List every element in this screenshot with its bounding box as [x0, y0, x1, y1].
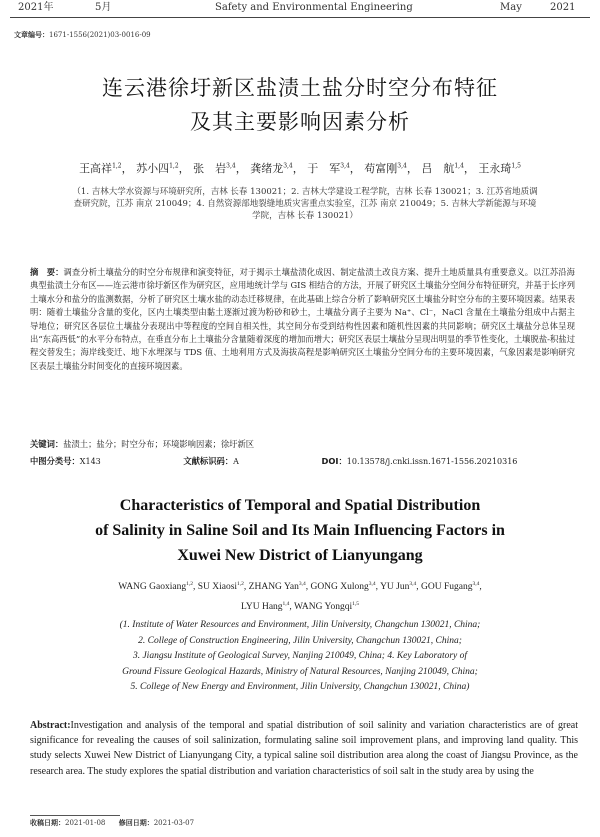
article-id-label: 文章编号： — [14, 30, 49, 39]
received-date: 2021-01-08 — [65, 819, 106, 827]
header-year-en: 2021 — [550, 2, 576, 13]
en-title-line1: Characteristics of Temporal and Spatial Distribution — [119, 497, 481, 514]
en-aff-line: Ground Fissure Geological Hazards, Ministry of Natural Resources, Nanjing 210049, China; — [122, 666, 478, 677]
footnote-rule — [30, 815, 120, 816]
cn-abstract-label: 摘 要： — [30, 267, 64, 277]
cn-title-line1: 连云港徐圩新区盐渍土盐分时空分布特征 — [102, 76, 498, 100]
revised-date: 2021-03-07 — [153, 819, 195, 827]
cn-authors — [0, 160, 600, 176]
cn-author: 苏小四$^{1,2}$， — [136, 162, 190, 175]
en-author: LYU Hang$^{1,4}$, — [241, 601, 295, 613]
cn-classification — [30, 455, 597, 467]
cn-author: 龚绪龙$^{3,4}$， — [250, 162, 304, 175]
en-aff-line: 5. College of New Energy and Environment, Jilin University, Changchun 130021, China) — [130, 682, 470, 692]
article-id — [14, 30, 151, 40]
en-title-line2: of Salinity in Saline Soil and Its Main Influencing Factors in — [95, 522, 505, 539]
en-abstract-text: Investigation and analysis of the temporal and spatial distribution of soil salinity and variation characteristics are of great significance for revealing the causes of soil salinization, formulating saline soil improvement plans, and improving land quality. This study selects Xuwei New District of Lianyungang City, a typical saline soil distribution area along the coast of Jiangsu Province, as the research area. The study explores the spatial distribution and variation characteristics of soil salt in the study area by using the — [30, 720, 578, 777]
cn-abstract — [30, 266, 575, 373]
cn-author: 吕 航$^{1,4}$， — [421, 162, 475, 175]
cn-title-line2: 及其主要影响因素分析 — [190, 110, 410, 134]
header-year: 2021年 — [18, 2, 54, 13]
en-authors-line2 — [20, 597, 580, 614]
doi: DOI：10.13578/j.cnki.issn.1671-1556.20210316 — [321, 456, 518, 466]
en-aff-line: 3. Jiangsu Institute of Geological Survey, Nanjing 210049, China; 4. Key Laboratory of — [132, 651, 468, 661]
header-rule — [10, 17, 590, 18]
en-author: GOU Fugang$^{3,4}$, — [420, 581, 482, 593]
footnote-dates — [30, 818, 194, 828]
article-id-value: 1671-1556(2021)03-0016-09 — [49, 31, 151, 39]
cn-keywords-text: 盐渍土；盐分；时空分布；环境影响因素；徐圩新区 — [63, 439, 255, 449]
revised-label: 修回日期： — [118, 818, 154, 827]
cn-author: 张 岩$^{3,4}$， — [193, 162, 247, 175]
header-month-en: May — [500, 2, 522, 13]
en-author: WANG Gaoxiang$^{1,2}$, — [118, 581, 198, 593]
received-label: 收稿日期： — [30, 818, 65, 827]
en-abstract-label: Abstract: — [30, 720, 71, 731]
cn-abstract-text: 调查分析土壤盐分的时空分布规律和演变特征，对于揭示土壤盐渍化成因、制定盐渍土改良方案、提升土地质量具有重要意义。以江苏沿海典型盐渍土分布区——连云港市徐圩新区作为研究区，应用地统计学与 GIS 相结合的方法，开展了研究区土壤盐分空间分布特征研究，并基于长序列土壤水分和盐分的监测数据，分析了研究区土壤水盐的动态迁移规律，在此基础上综合分析了影响研究区土壤盐分时空分布的主要环境因素。结果表明：随着土壤盐分含量的变化，区内土壤类型由黏土逐渐过渡为粉砂和砂土，土壤盐分离子主要为 Na⁺、Cl⁻，NaCl 含量在土壤盐分组成中占据主导地位；研究区各层位土壤盐分表现出中等程度的空间自相关性，其空间分布受到结构性因素和随机性因素的共同影响；研究区土壤盐分总体呈现出“东高西低”的水平分布特点，在垂直分布上土壤盐分含量随着深度的增加而增大；研究区表层土壤盐分呈现出明显的季节性变化，土壤脱盐-积盐过程交替发生；海岸线变迁、地下水埋深与 TDS 值、土地利用方式及海拔高程是影响研究区土壤盐分空间分布的主要环境因素，气象因素是影响研究区表层土壤盐分时间变化的直接环境因素。 — [30, 267, 575, 371]
header-month: 5月 — [95, 2, 112, 13]
cn-affiliations: （1. 吉林大学水资源与环境研究所，吉林 长春 130021；2. 吉林大学建设工程学院，吉林 长春 130021；3. 江苏省地质调查研究院，江苏 南京 210049；4. 自然资源部地裂缝地质灾害重点实验室，江苏 南京 210049；5. 吉林大学新能源与环境学院，吉林 长春 130021） — [72, 187, 538, 221]
en-abstract — [30, 718, 578, 779]
en-authors-line1 — [20, 577, 580, 594]
en-affiliations — [30, 618, 570, 696]
journal-name: Safety and Environmental Engineering — [215, 2, 413, 13]
cn-keywords-label: 关键词： — [30, 439, 64, 449]
en-author: SU Xiaosi$^{1,2}$, — [197, 581, 249, 593]
cn-keywords — [30, 438, 575, 450]
clc-number: 中图分类号：X143 — [30, 456, 101, 466]
cn-author: 王永琦$^{1,5}$ — [478, 162, 521, 175]
en-aff-line: 2. College of Construction Engineering, Jilin University, Changchun 130021, China; — [138, 635, 462, 646]
en-title-line3: Xuwei New District of Lianyungang — [177, 547, 423, 564]
en-author: YU Jun$^{3,4}$, — [380, 581, 421, 593]
cn-author: 王高祥$^{1,2}$， — [79, 162, 133, 175]
doc-code: 文献标识码：A — [183, 456, 239, 466]
en-author: ZHANG Yan$^{3,4}$, — [248, 581, 311, 593]
en-aff-line: (1. Institute of Water Resources and Environment, Jilin University, Changchun 130021, China; — [119, 620, 481, 630]
running-header — [0, 0, 600, 16]
en-author: GONG Xulong$^{3,4}$, — [310, 581, 381, 593]
cn-author: 苟富刚$^{3,4}$， — [364, 162, 418, 175]
cn-author: 于 军$^{3,4}$， — [307, 162, 361, 175]
en-author: WANG Yongqi$^{1,5}$ — [294, 601, 359, 613]
